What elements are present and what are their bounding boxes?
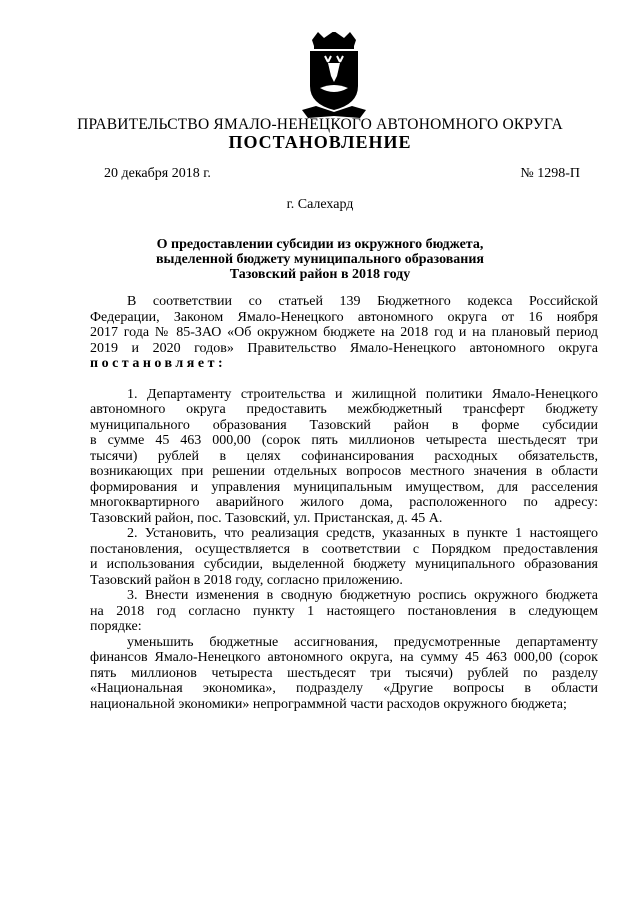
subject-line: выделенной бюджету муниципального образования: [156, 252, 484, 267]
body-line: на 2018 год согласно пункту 1 настоящего постановления в следующем: [90, 603, 598, 619]
body-line: Тазовский район, пос. Тазовский, ул. Пристанская, д. 45 А.: [90, 510, 443, 526]
decree-line: [90, 356, 598, 372]
city-name: г. Салехард: [286, 197, 354, 212]
document-date: 20 декабря 2018 г.: [104, 166, 211, 181]
body-line: порядке:: [90, 619, 142, 634]
body-line: в сумме 45 463 000,00 (сорок пять миллионов четыреста шестьдесят три: [90, 433, 598, 448]
body-line: возникающих при решении отдельных вопросов местного значения в области: [90, 464, 598, 479]
body-line: «Национальная экономика», подразделу «Другие вопросы в области: [90, 681, 598, 696]
subject-line: Тазовский район в 2018 году: [229, 267, 411, 282]
document-body: [90, 294, 598, 712]
coat-of-arms-emblem: [300, 32, 368, 120]
body-line: Федерации, Законом Ямало-Ненецкого автономного округа от 16 ноября: [90, 309, 598, 325]
body-line: автономного округа предоставить межбюджетный трансферт бюджету: [90, 402, 598, 417]
body-line: пять миллионов четыреста шестьдесят три тысячи) рублей по разделу: [90, 665, 598, 681]
body-line: многоквартирного аварийного жилого дома, расположенного по адресу:: [90, 495, 598, 510]
decree-word: постановляет:: [90, 356, 227, 371]
body-line: национальной экономики» непрограммной части расходов окружного бюджета;: [90, 696, 567, 712]
body-line: уменьшить бюджетные ассигнования, предусмотренные департаменту: [127, 634, 598, 650]
body-line: 2. Установить, что реализация средств, указанных в пункте 1 настоящего: [127, 526, 598, 541]
body-line: 2019 и 2020 годов» Правительство Ямало-Ненецкого автономного округа: [90, 340, 598, 356]
body-line: формирования и управления муниципальным имуществом, для расселения: [90, 479, 598, 495]
body-line: 1. Департаменту строительства и жилищной политики Ямало-Ненецкого: [127, 386, 598, 402]
document-subject: [110, 237, 530, 282]
body-line: 2017 года № 85-ЗАО «Об окружном бюджете на 2018 год и на плановый период: [90, 325, 598, 340]
body-line: и использования субсидии, выделенной бюджету муниципального образования: [90, 557, 598, 572]
document-number: № 1298-П: [520, 166, 580, 181]
document-type-title: ПОСТАНОВЛЕНИЕ: [228, 132, 412, 152]
body-line: финансов Ямало-Ненецкого автономного округа, на сумму 45 463 000,00 (сорок: [90, 650, 598, 665]
subject-line: О предоставлении субсидии из окружного бюджета,: [156, 237, 484, 252]
body-line: 3. Внести изменения в сводную бюджетную роспись окружного бюджета: [127, 588, 598, 603]
body-line: тысячи) рублей в целях софинансирования расходных обязательств,: [90, 448, 598, 464]
body-line: муниципального образования Тазовский район в форме субсидии: [90, 417, 598, 433]
body-line: В соответствии со статьей 139 Бюджетного кодекса Российской: [127, 294, 598, 309]
body-line: постановления, осуществляется в соответствии с Порядком предоставления: [90, 541, 598, 557]
government-name: ПРАВИТЕЛЬСТВО ЯМАЛО-НЕНЕЦКОГО АВТОНОМНОГО ОКРУГА: [77, 116, 563, 133]
body-line: Тазовский район в 2018 году, согласно приложению.: [90, 572, 403, 588]
